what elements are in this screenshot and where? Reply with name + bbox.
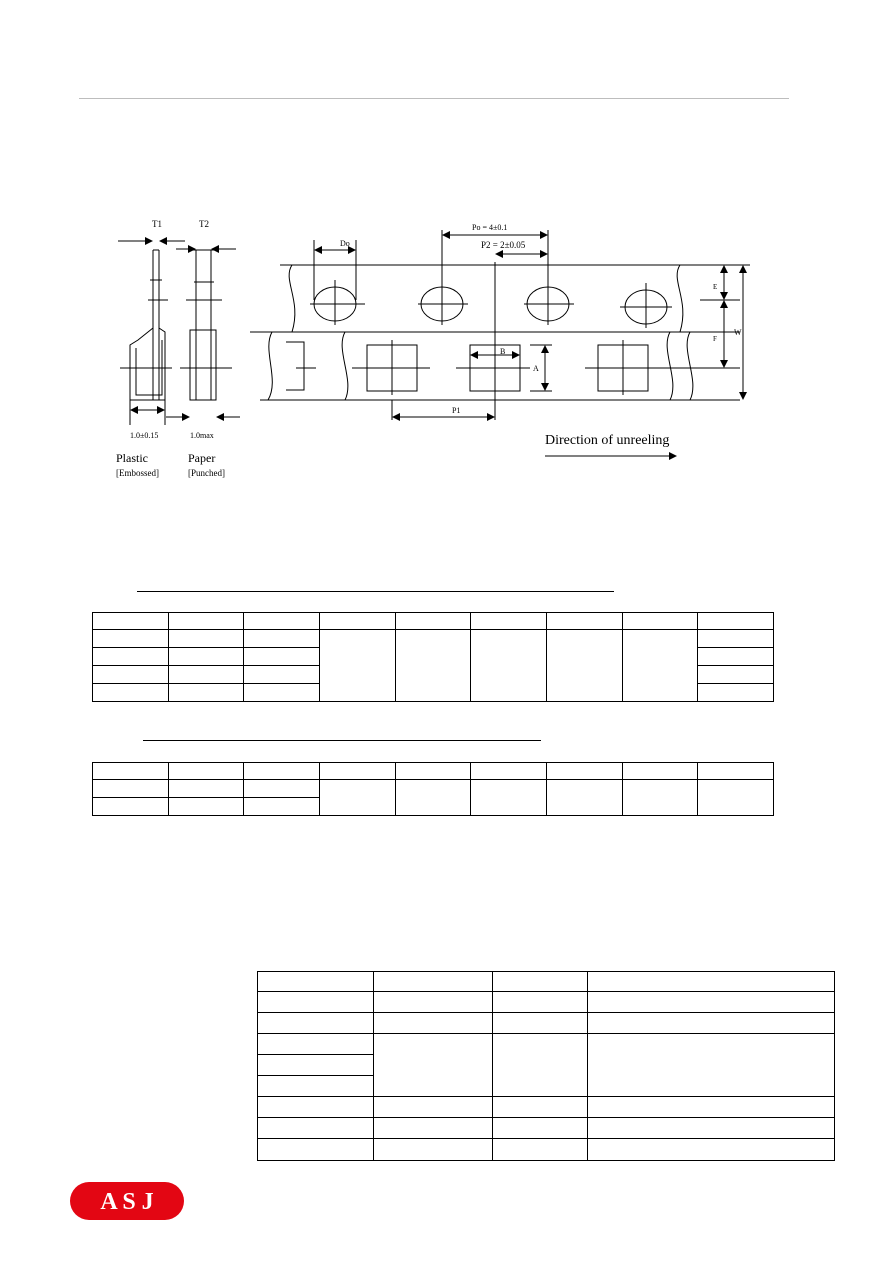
label-po: Po = 4±0.1: [472, 223, 508, 232]
asj-logo: [70, 1182, 184, 1220]
table-row: [258, 972, 835, 992]
label-paper-dim: 1.0max: [190, 431, 214, 440]
table-row: [258, 1013, 835, 1034]
label-e: E: [713, 283, 718, 291]
label-p1: P1: [452, 406, 461, 415]
table-row: [93, 630, 774, 648]
label-do: Do: [340, 239, 350, 248]
label-direction: Direction of unreeling: [545, 433, 670, 448]
label-p2: P2 = 2±0.05: [481, 240, 526, 250]
tape-top-view: [250, 230, 750, 456]
label-paper: Paper: [188, 451, 216, 465]
table-row: [93, 780, 774, 798]
table-row: [258, 992, 835, 1013]
table-row: [258, 1034, 835, 1055]
label-t2: T2: [199, 219, 209, 229]
label-b: B: [500, 347, 506, 356]
table-row: [258, 1097, 835, 1118]
label-plastic-dim: 1.0±0.15: [130, 431, 159, 440]
label-embossed: [Embossed]: [116, 468, 159, 478]
tape-dimension-table-1: [92, 612, 774, 702]
label-f: F: [713, 335, 717, 343]
label-plastic: Plastic: [116, 451, 148, 465]
label-w: W: [734, 328, 742, 337]
plastic-tape-side-view: [120, 250, 172, 400]
paper-tape-side-view: [180, 250, 232, 400]
table-2-caption-underline: [143, 740, 541, 741]
label-punched: [Punched]: [188, 468, 225, 478]
tape-dimension-diagram: [0, 0, 893, 500]
table-row: [93, 763, 774, 780]
logo-text: A S J: [100, 1189, 154, 1215]
table-1-caption-underline: [137, 591, 614, 592]
label-t1: T1: [152, 219, 162, 229]
table-row: [258, 1118, 835, 1139]
label-a: A: [533, 364, 539, 373]
table-row: [258, 1139, 835, 1161]
table-row: [93, 613, 774, 630]
tape-dimension-table-2: [92, 762, 774, 816]
packaging-table: [257, 971, 835, 1161]
